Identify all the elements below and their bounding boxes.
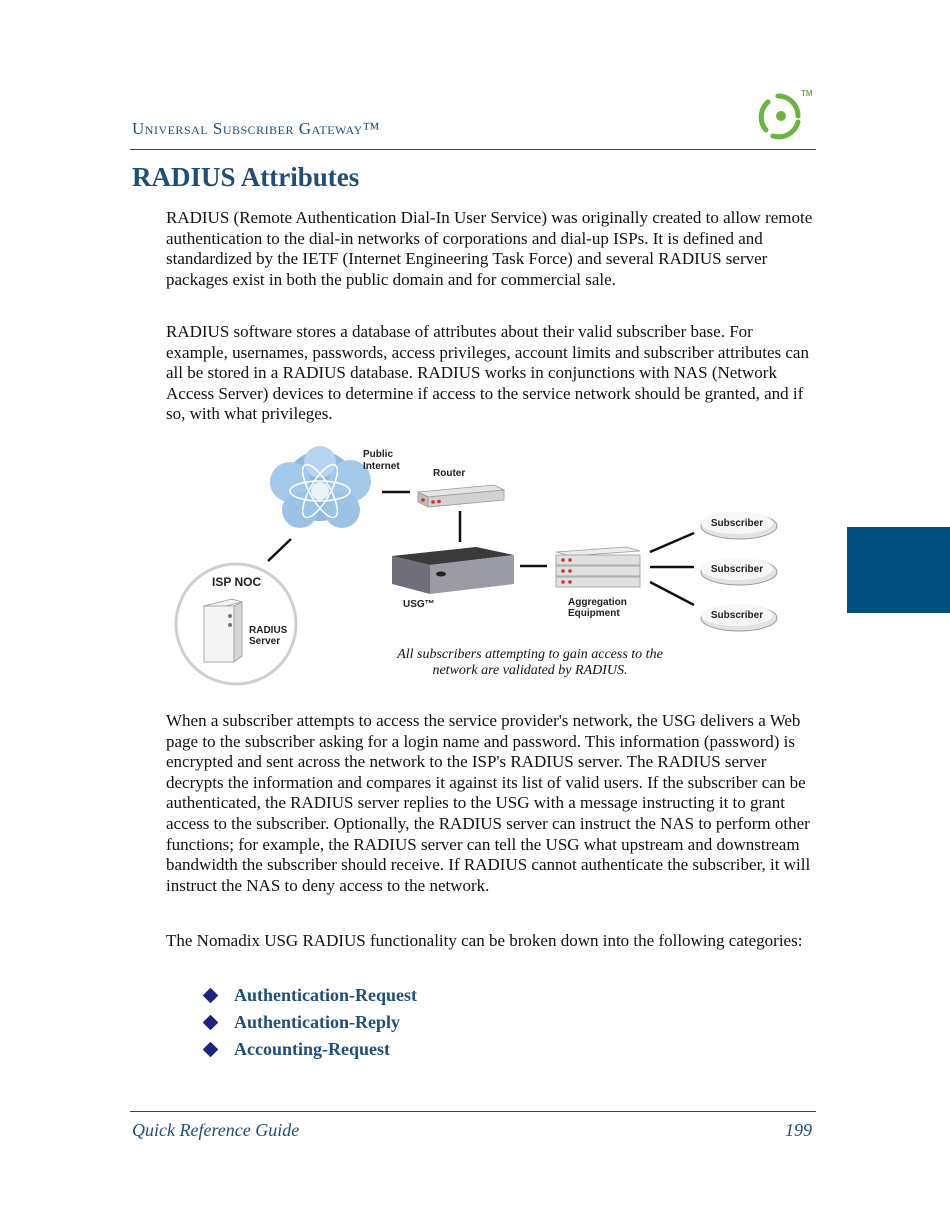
running-header: Universal Subscriber Gateway™	[132, 119, 380, 138]
subscriber-label: Subscriber	[710, 518, 764, 529]
authentication-reply-link[interactable]: Authentication-Reply	[234, 1012, 400, 1032]
accounting-request-link[interactable]: Accounting-Request	[234, 1039, 390, 1059]
authentication-request-link[interactable]: Authentication-Request	[234, 985, 417, 1005]
nomadix-logo	[748, 86, 818, 146]
radius-server-label: RADIUS	[249, 625, 288, 636]
aggregation-equipment-icon	[556, 547, 640, 587]
subscriber-label: Subscriber	[710, 564, 764, 575]
diamond-bullet-icon	[203, 1015, 219, 1031]
paragraph-login-flow: When a subscriber attempts to access the service provider's network, the USG delivers a Web page to the subscriber asking for a login name and password. This information (password) is encrypted and sent across the network to the ISP's RADIUS server. The RADIUS server decrypts the information and compares it against its list of valid users. If the subscriber can be authenticated, the RADIUS server replies to the USG with a message instructing it to grant access to the subscriber. Optionally, the RADIUS server can instruct the NAS to perform other functions; for example, the RADIUS server can tell the USG what upstream and downstream bandwidth the subscriber should receive. If RADIUS cannot authenticate the subscriber, it will instruct the NAS to deny access to the network.	[166, 711, 811, 895]
radius-server-label-line2: Server	[249, 636, 281, 647]
paragraph-categories-intro: The Nomadix USG RADIUS functionality can be broken down into the following categories:	[166, 931, 803, 950]
chapter-side-tab	[847, 527, 950, 613]
subscriber-label: Subscriber	[710, 610, 764, 621]
list-item	[200, 1036, 417, 1063]
usg-label: USG™	[403, 599, 435, 610]
isp-noc-label: ISP NOC	[212, 575, 262, 589]
paragraph-database: RADIUS software stores a database of attributes about their valid subscriber base. For example, usernames, passwords, access privileges, account limits and subscriber attributes can all be stored in a RADIUS database. RADIUS works in conjunctions with NAS (Network Access Server) devices to determine if access to the service network should be granted, and if so, with what privileges.	[166, 322, 809, 424]
subscriber-node	[701, 558, 777, 585]
logo-trademark: TM	[801, 89, 813, 98]
page-title: RADIUS Attributes	[132, 162, 360, 192]
radius-server-icon	[204, 599, 242, 662]
footer-guide-name: Quick Reference Guide	[132, 1120, 300, 1140]
paragraph-intro: RADIUS (Remote Authentication Dial-In User Service) was originally created to allow remote authentication to the dial-in networks of corporations and dial-up ISPs. It is defined and standardized by the IETF (Internet Engineering Task Force) and several RADIUS server packages exist in both the public domain and for commercial sale.	[166, 208, 813, 289]
radius-category-list	[200, 982, 417, 1063]
subscriber-node	[701, 604, 777, 631]
footer-divider	[130, 1111, 816, 1112]
internet-cloud-icon	[270, 446, 371, 528]
public-internet-label: Public	[363, 449, 394, 460]
header-divider	[130, 149, 816, 150]
list-item	[200, 1009, 417, 1036]
page-number: 199	[785, 1120, 812, 1140]
isp-noc-badge	[176, 564, 296, 684]
aggregation-label: Aggregation	[568, 597, 627, 608]
caption-line: All subscribers attempting to gain access to the	[397, 647, 663, 662]
diagram-caption	[330, 647, 730, 679]
diamond-bullet-icon	[203, 988, 219, 1004]
public-internet-label-line2: Internet	[363, 461, 400, 472]
aggregation-label-line2: Equipment	[568, 608, 620, 619]
list-item	[200, 982, 417, 1009]
usg-device-icon	[392, 547, 514, 594]
router-label: Router	[433, 468, 466, 479]
subscriber-node	[701, 512, 777, 539]
router-icon	[418, 485, 504, 507]
caption-line: network are validated by RADIUS.	[432, 663, 628, 678]
diamond-bullet-icon	[203, 1042, 219, 1058]
